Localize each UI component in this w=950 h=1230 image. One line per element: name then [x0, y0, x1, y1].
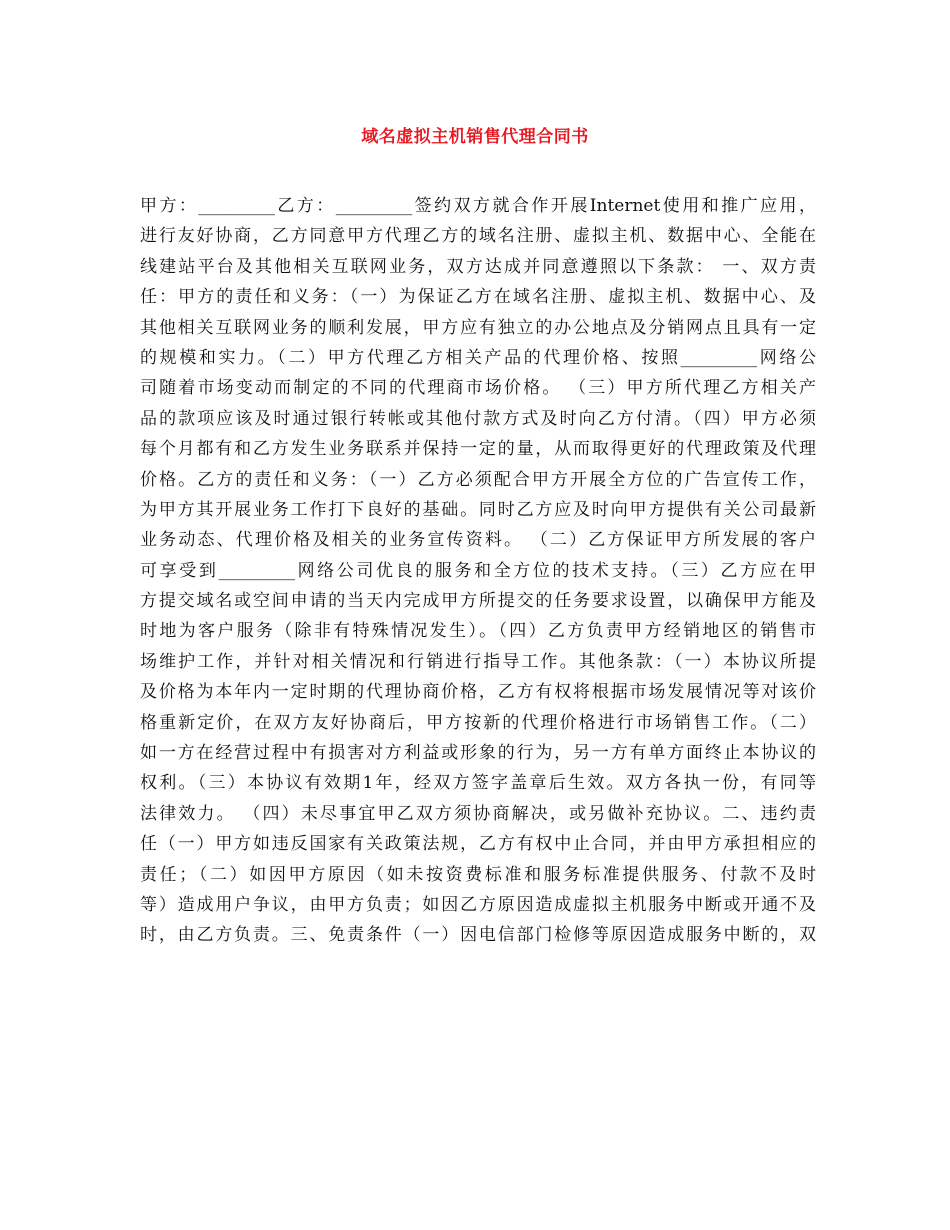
- body-line-12: 业务动态、代理价格及相关的业务宣传资料。 （二）乙方保证甲方所发展的客户: [140, 530, 816, 551]
- body-line-17: 及价格为本年内一定时期的代理协商价格，乙方有权将根据市场发展情况等对该价: [140, 682, 816, 703]
- body-line-4: 任：甲方的责任和义务：（一）为保证乙方在域名注册、虚拟主机、数据中心、及: [140, 287, 816, 308]
- document-title: 域名虚拟主机销售代理合同书: [361, 127, 589, 147]
- body-line-14: 方提交域名或空间申请的当天内完成甲方所提交的任务要求设置，以确保甲方能及: [140, 591, 816, 612]
- body-line-7: 司随着市场变动而制定的不同的代理商市场价格。 （三）甲方所代理乙方相关产: [140, 378, 816, 399]
- body-line-2: 进行友好协商，乙方同意甲方代理乙方的域名注册、虚拟主机、数据中心、全能在: [140, 226, 816, 247]
- body-line-8: 品的款项应该及时通过银行转帐或其他付款方式及时向乙方付清。（四）甲方必须: [140, 408, 816, 429]
- contract-body: [140, 191, 816, 951]
- body-line-22: 任（一）甲方如违反国家有关政策法规，乙方有权中止合同，并由甲方承担相应的: [140, 834, 816, 855]
- body-line-21: 法律效力。 （四）未尽事宜甲乙双方须协商解决，或另做补充协议。二、违约责: [140, 803, 816, 824]
- body-line-3: 线建站平台及其他相关互联网业务，双方达成并同意遵照以下条款： 一、双方责: [140, 256, 816, 277]
- body-line-6: 的规模和实力。（二）甲方代理乙方相关产品的代理价格、按照_________网络公: [140, 347, 816, 368]
- body-line-19: 如一方在经营过程中有损害对方利益或形象的行为，另一方有单方面终止本协议的: [140, 743, 816, 764]
- body-line-18: 格重新定价，在双方友好协商后，甲方按新的代理价格进行市场销售工作。（二）: [140, 712, 816, 733]
- body-line-11: 为甲方其开展业务工作打下良好的基础。同时乙方应及时向甲方提供有关公司最新: [140, 499, 816, 520]
- body-line-9: 每个月都有和乙方发生业务联系并保持一定的量，从而取得更好的代理政策及代理: [140, 439, 816, 460]
- body-line-15: 时地为客户服务（除非有特殊情况发生）。（四）乙方负责甲方经销地区的销售市: [140, 621, 816, 642]
- body-line-23: 责任；（二）如因甲方原因（如未按资费标准和服务标准提供服务、付款不及时: [140, 864, 816, 885]
- body-line-20: 权利。（三）本协议有效期1年，经双方签字盖章后生效。双方各执一份，有同等: [140, 773, 816, 794]
- body-line-1: 甲方：_________乙方：_________签约双方就合作开展Internet使用和推广应用，: [140, 196, 816, 216]
- body-line-25: 时，由乙方负责。三、免责条件（一）因电信部门检修等原因造成服务中断的，双: [140, 925, 816, 946]
- body-line-10: 价格。乙方的责任和义务：（一）乙方必须配合甲方开展全方位的广告宣传工作，: [140, 469, 816, 490]
- body-line-5: 其他相关互联网业务的顺利发展，甲方应有独立的办公地点及分销网点且具有一定: [140, 317, 816, 338]
- body-line-13: 可享受到_________网络公司优良的服务和全方位的技术支持。（三）乙方应在甲: [140, 560, 816, 581]
- body-line-16: 场维护工作，并针对相关情况和行销进行指导工作。其他条款：（一）本协议所提: [140, 651, 816, 672]
- body-line-24: 等）造成用户争议，由甲方负责；如因乙方原因造成虚拟主机服务中断或开通不及: [140, 894, 816, 915]
